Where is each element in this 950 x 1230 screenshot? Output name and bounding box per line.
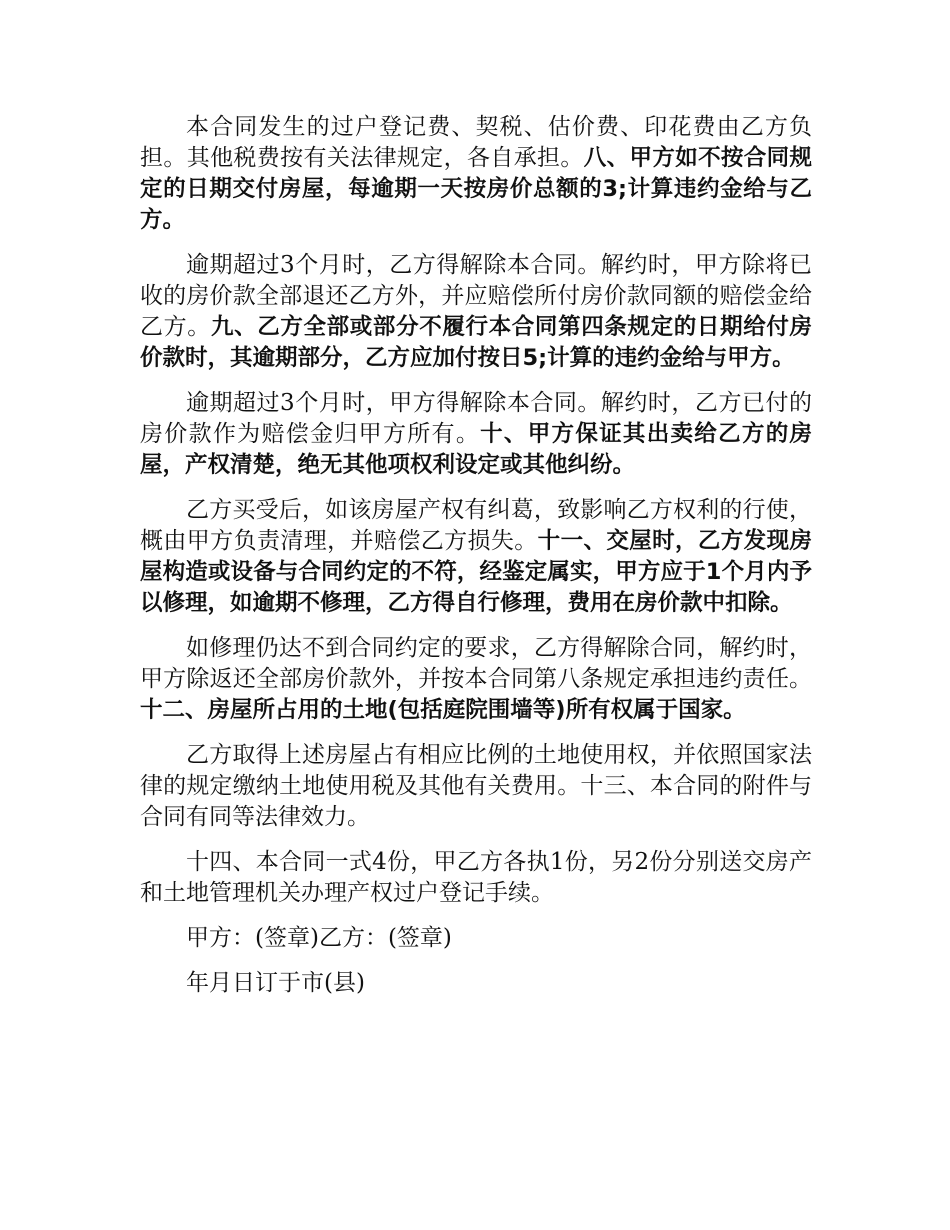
paragraph-article-11	[140, 495, 812, 619]
article-10-heading: 十、甲方保证其出卖给乙方的房屋，产权清楚，绝无其他项权利设定或其他纠纷。	[140, 421, 812, 478]
article-8-heading: 八、甲方如不按合同规定的日期交付房屋，每逾期一天按房价总额的3;计算违约金给与乙方。	[140, 145, 812, 233]
paragraph-article-14	[140, 847, 812, 909]
paragraph-tax-and-article-8	[140, 112, 812, 236]
document-page	[140, 112, 812, 1013]
date-place-line	[140, 968, 812, 999]
signature-line	[140, 923, 812, 954]
paragraph-article-12	[140, 633, 812, 726]
paragraph-text: 逾期超过3个月时，甲方得解除本合同。解约时，乙方已付的房价款作为赔偿金归甲方所有。	[140, 390, 812, 447]
article-12-heading: 十二、房屋所占用的土地(包括庭院围墙等)所有权属于国家。	[140, 697, 746, 723]
article-9-heading: 九、乙方全部或部分不履行本合同第四条规定的日期给付房价款时，其逾期部分，乙方应加付按日5;计算的违约金给与甲方。	[140, 314, 812, 371]
paragraph-text: 逾期超过3个月时，乙方得解除本合同。解约时，甲方除将已收的房价款全部退还乙方外，并应赔偿所付房价款同额的赔偿金给乙方。	[140, 252, 812, 340]
paragraph-text: 十四、本合同一式4份，甲乙方各执1份，另2份分别送交房产和土地管理机关办理产权过户登记手续。	[140, 849, 812, 906]
paragraph-text: 甲方：(签章)乙方：(签章)	[186, 925, 452, 951]
paragraph-article-10	[140, 388, 812, 481]
paragraph-text: 乙方取得上述房屋占有相应比例的土地使用权，并依照国家法律的规定缴纳土地使用税及其他有关费用。十三、本合同的附件与合同有同等法律效力。	[140, 742, 812, 830]
article-11-heading: 十一、交屋时，乙方发现房屋构造或设备与合同约定的不符，经鉴定属实，甲方应于1个月内予以修理，如逾期不修理，乙方得自行修理，费用在房价款中扣除。	[140, 528, 812, 616]
paragraph-text: 年月日订于市(县)	[186, 970, 365, 996]
paragraph-article-13	[140, 740, 812, 833]
paragraph-text: 如修理仍达不到合同约定的要求，乙方得解除合同，解约时，甲方除返还全部房价款外，并按本合同第八条规定承担违约责任。	[140, 635, 812, 692]
paragraph-article-9	[140, 250, 812, 374]
paragraph-text: 本合同发生的过户登记费、契税、估价费、印花费由乙方负担。其他税费按有关法律规定，各自承担。	[140, 114, 812, 171]
paragraph-text: 乙方买受后，如该房屋产权有纠葛，致影响乙方权利的行使，概由甲方负责清理，并赔偿乙方损失。	[140, 497, 812, 554]
